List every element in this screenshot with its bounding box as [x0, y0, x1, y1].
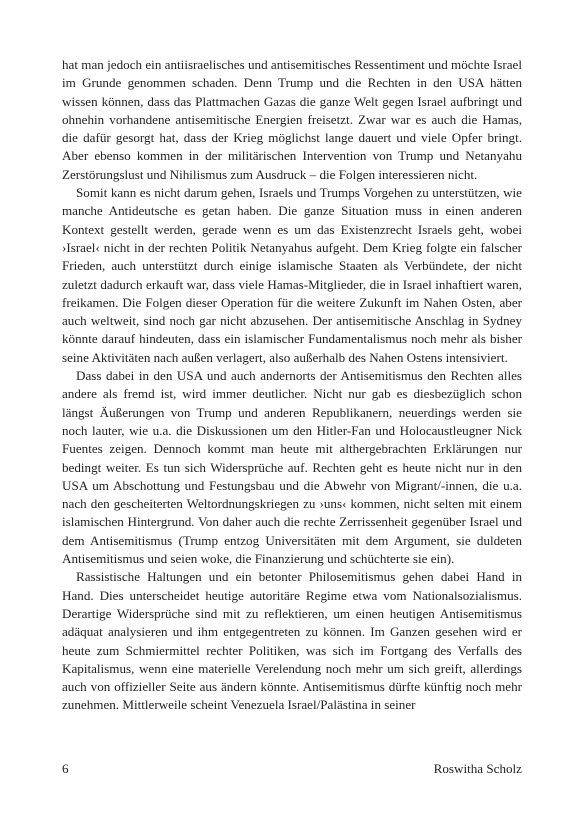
paragraph: Somit kann es nicht darum gehen, Israels und Trumps Vorgehen zu unterstützen, wie manche Antideutsche es getan haben. Die ganze Situation muss in einen anderen Kontext gestellt werden, gerade wenn es um das Existenzrecht Israels geht, wobei ›Israel‹ nicht in der rechten Politik Netanyahus aufgeht. Dem Krieg folgte ein falscher Frieden, auch unterstützt durch einige islamische Staaten als Verbündete, der nicht zuletzt dadurch erkauft war, dass viele Hamas-Mitglieder, die in Israel inhaftiert waren, freikamen. Die Folgen dieser Operation für die weitere Zukunft im Nahen Osten, aber auch weltweit, sind noch gar nicht abzusehen. Der antisemitische Anschlag in Sydney könnte darauf hindeuten, dass ein islamischer Fundamentalismus noch mehr als bisher seine Aktivitäten nach außen verlagert, also außerhalb des Nahen Ostens intensiviert.	[62, 185, 522, 365]
running-footer-author: Roswitha Scholz	[433, 761, 522, 776]
body-text	[62, 56, 522, 715]
paragraph: Dass dabei in den USA und auch andernorts der Antisemitismus den Rechten alles andere als fremd ist, wird immer deutlicher. Nicht nur gab es diesbezüglich schon längst Äußerungen von Trump und anderen Republikanern, neuerdings werden sie noch lauter, wie u.a. die Diskussionen um den Hitler-Fan und Holocaustleugner Nick Fuentes zeigen. Dennoch kommt man heute mit althergebrachten Erklärungen nur bedingt weiter. Es tun sich Widersprüche auf. Rechten geht es heute nicht nur in den USA um Abschottung und Festungsbau und die Abwehr von Migrant/-innen, die u.a. nach den gescheiterten Weltordnungskriegen zu ›uns‹ kommen, nicht selten mit einem islamischen Hintergrund. Von daher auch die rechte Zerrissenheit gegenüber Israel und dem Antisemitismus (Trump entzog Universitäten mit dem Argument, sie duldeten Antisemitismus und seien woke, die Finanzierung und schüchterte sie ein).	[62, 368, 522, 567]
page-number: 6	[62, 761, 69, 776]
paragraph-continuation: hat man jedoch ein antiisraelisches und antisemitisches Ressentiment und möchte Israel im Grunde genommen schaden. Denn Trump und die Rechten in den USA hätten wissen können, dass das Plattmachen Gazas die ganze Welt gegen Israel aufbringt und ohnehin vorhandene antisemitische Energien freisetzt. Zwar war es auch die Hamas, die dafür gesorgt hat, dass der Krieg möglichst lange dauert und viele Opfer bringt. Aber ebenso kommen in der militärischen Intervention von Trump und Netanyahu Zerstörungslust und Nihilismus zum Ausdruck – die Folgen interessieren nicht.	[62, 57, 522, 182]
paragraph: Rassistische Haltungen und ein betonter Philosemitismus gehen dabei Hand in Hand. Dies unterscheidet heutige autoritäre Regime etwa vom Nationalsozialismus. Derartige Widersprüche sind mit zu reflektieren, um einen heutigen Antisemitismus adäquat analysieren und ihm entgegentreten zu können. Im Ganzen gesehen wird er heute zum Schmiermittel rechter Politiken, was sich im Fortgang des Verfalls des Kapitalismus, wenn eine materielle Verelendung noch mehr um sich greift, allerdings auch von offizieller Seite aus ändern könnte. Antisemitismus dürfte künftig noch mehr zunehmen. Mittlerweile scheint Venezuela Israel/Palästina in seiner	[62, 569, 522, 713]
page-footer	[62, 761, 522, 777]
